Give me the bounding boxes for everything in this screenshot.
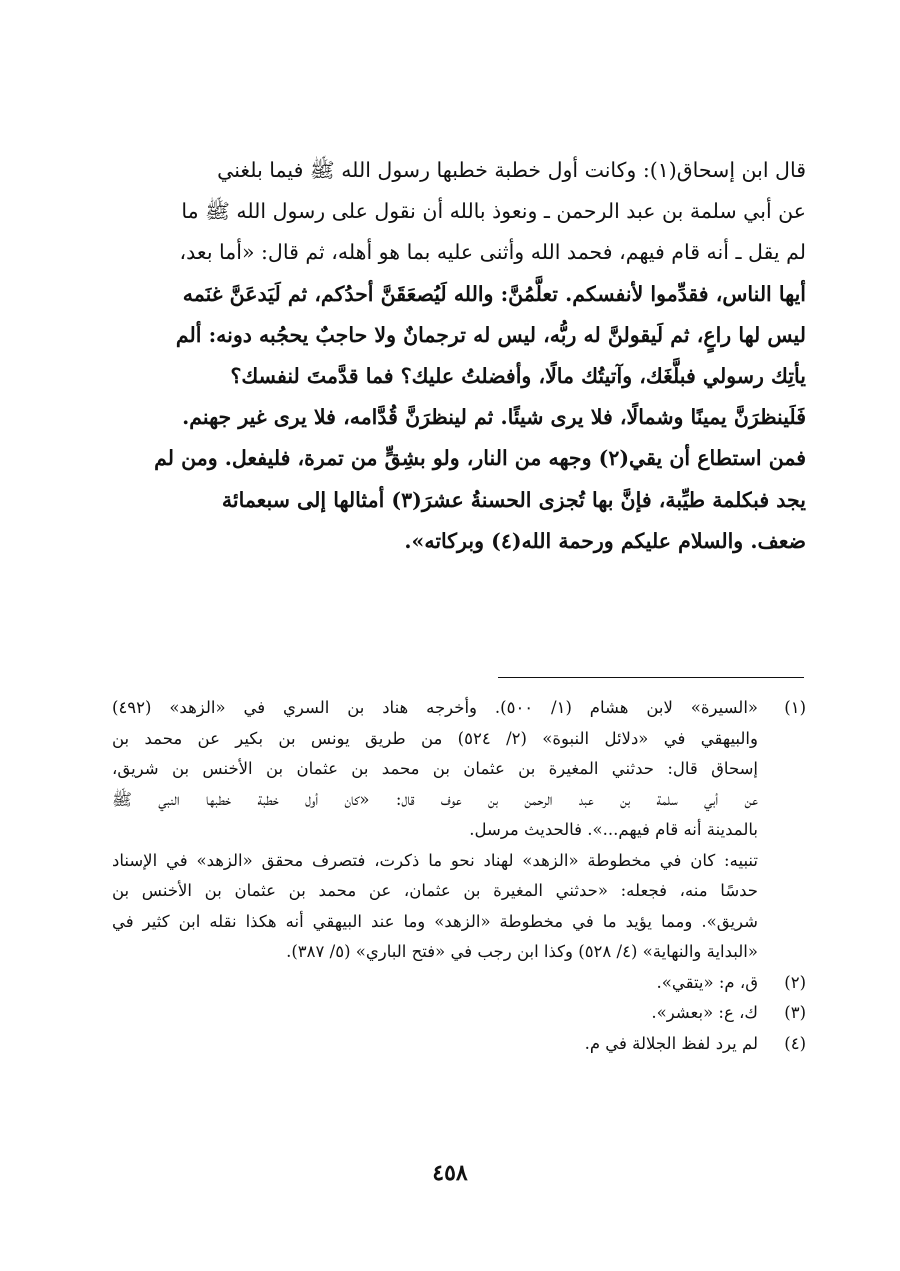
main-line: قال ابن إسحاق(١): وكانت أول خطبة خطبها رسول الله ﷺ فيما بلغني [217, 158, 806, 182]
footnote-divider [498, 677, 804, 678]
main-line: أيها الناس، فقدِّموا لأنفسكم. تعلَّمُنَّ: والله لَيُصعَقَنَّ أحدُكم، ثم لَيَدعَنَّ غنَمه [182, 281, 806, 306]
footnote-number: (٤) [784, 1033, 806, 1053]
main-line: لم يقل ـ أنه قام فيهم، فحمد الله وأثنى عليه بما هو أهله، ثم قال: «أما بعد، [179, 240, 806, 265]
main-text [112, 150, 806, 562]
footnote-4 [112, 1029, 806, 1060]
footnote-line: ك، ع: «بعشر». [651, 1003, 758, 1022]
footnote-2 [112, 968, 806, 999]
footnote-line: تنبيه: كان في مخطوطة «الزهد» لهناد نحو ما ذكرت، فتصرف محقق «الزهد» في الإسناد [112, 850, 758, 870]
footnote-number: (٣) [784, 1003, 806, 1022]
main-line: يجد فبكلمة طيِّبة، فإنَّ بها تُجزى الحسنةُ عشرَ(٣) أمثالها إلى سبعمائة [221, 487, 806, 512]
footnote-line: بالمدينة أنه قام فيهم...». فالحديث مرسل. [469, 820, 758, 839]
footnotes [112, 693, 806, 1059]
footnote-number: (٢) [784, 972, 806, 992]
footnote-line: لم يرد لفظ الجلالة في م. [584, 1033, 758, 1053]
main-line: ليس لها راعٍ، ثم لَيقولنَّ له ربُّه، ليس له ترجمانٌ ولا حاجبٌ يحجُبه دونه: ألم [175, 322, 806, 347]
footnote-line: إسحاق قال: حدثني المغيرة بن عثمان بن محمد بن عثمان بن الأخنس بن شريق، [112, 759, 758, 778]
footnote-1 [112, 693, 806, 846]
main-line: يأتِك رسولي فبلَّغَك، وآتيتُك مالًا، وأفضلتُ عليك؟ فما قدَّمتَ لنفسك؟ [230, 364, 806, 389]
footnote-line: شريق». ومما يؤيد ما في مخطوطة «الزهد» وما عند البيهقي أنه هكذا نقله ابن كثير في [112, 911, 758, 931]
footnote-line: والبيهقي في «دلائل النبوة» (٢/ ٥٢٤) من طريق يونس بن بكير عن محمد بن [112, 728, 758, 748]
footnote-line: ق، م: «يتقي». [656, 972, 758, 992]
page-number: ٤٥٨ [432, 1160, 468, 1186]
main-line: عن أبي سلمة بن عبد الرحمن ـ ونعوذ بالله أن نقول على رسول الله ﷺ ما [181, 199, 806, 224]
footnote-3 [112, 998, 806, 1029]
footnote-line: «السيرة» لابن هشام (١/ ٥٠٠). وأخرجه هناد بن السري في «الزهد» (٤٩٢) [112, 698, 758, 717]
footnote-line: حدسًا منه، فجعله: «حدثني المغيرة بن عثمان، عن محمد بن عثمان بن الأخنس بن [112, 881, 758, 900]
footnote-tanbih [112, 846, 806, 968]
footnote-line: «البداية والنهاية» (٤/ ٥٢٨) وكذا ابن رجب في «فتح الباري» (٥/ ٣٨٧). [286, 942, 758, 961]
main-line: فَلَينظرَنَّ يمينًا وشمالًا، فلا يرى شيئًا. ثم لينظرَنَّ قُدَّامه، فلا يرى غير جهنم. [182, 405, 806, 430]
footnote-line: عن أبي سلمة بن عبد الرحمن بن عوف قال: «كان أول خطبة خطبها النبي ﷺ [112, 789, 758, 809]
main-line: فمن استطاع أن يقي(٢) وجهه من النار، ولو بشِقٍّ من تمرة، فليفعل. ومن لم [154, 446, 806, 471]
main-line: ضعف. والسلام عليكم ورحمة الله(٤) وبركاته». [404, 528, 806, 553]
footnote-number: (١) [784, 698, 806, 717]
